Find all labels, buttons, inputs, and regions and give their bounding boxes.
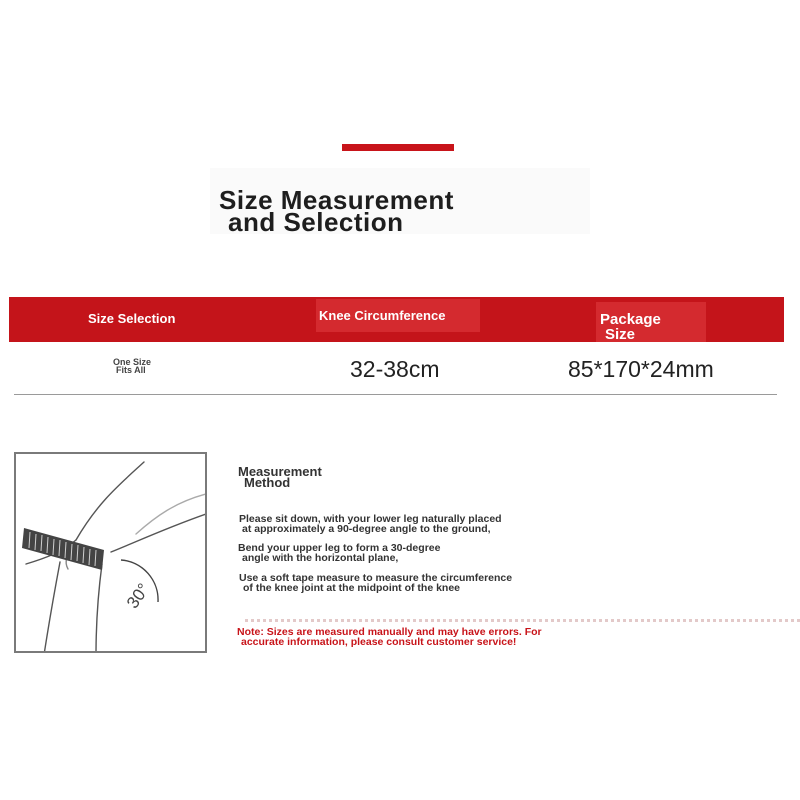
knee-sketch-icon [16,454,207,653]
cell-package-size: 85*170*24mm [568,356,714,382]
method-step-3-line1: Use a soft tape measure to measure the circumference [239,572,513,584]
column-header-size-selection: Size Selection [88,311,176,326]
dotted-divider [245,619,800,622]
column-header-knee-circumference: Knee Circumference [319,308,446,323]
method-heading-line2: Method [244,475,291,490]
top-accent-bar [342,144,454,151]
page-title-line2: and Selection [228,207,404,237]
note-text-line1: Note: Sizes are measured manually and may have errors. For [237,626,542,638]
tape-measure-icon [22,528,104,570]
method-step-3-line2: of the knee joint at the midpoint of the knee [243,582,461,594]
cell-knee-circumference: 32-38cm [350,356,440,382]
method-step-1-line2: at approximately a 90-degree angle to the ground, [242,523,491,535]
angle-label: 30° [123,579,154,612]
method-heading-line1: Measurement [238,464,322,479]
column-header-package-size: Package [600,311,661,328]
method-step-1-line1: Please sit down, with your lower leg naturally placed [239,513,502,525]
table-row-divider [14,394,777,395]
column-header-package-size-line2: Size [605,326,636,343]
note-text-line2: accurate information, please consult customer service! [241,636,517,648]
method-step-2-line2: angle with the horizontal plane, [242,552,399,564]
cell-size-line1: One Size [113,357,152,367]
method-step-2-line1: Bend your upper leg to form a 30-degree [238,542,441,554]
knee-measurement-illustration [14,452,207,653]
cell-size-line2: Fits All [116,365,146,375]
page-title-line1: Size Measurement [219,185,454,215]
